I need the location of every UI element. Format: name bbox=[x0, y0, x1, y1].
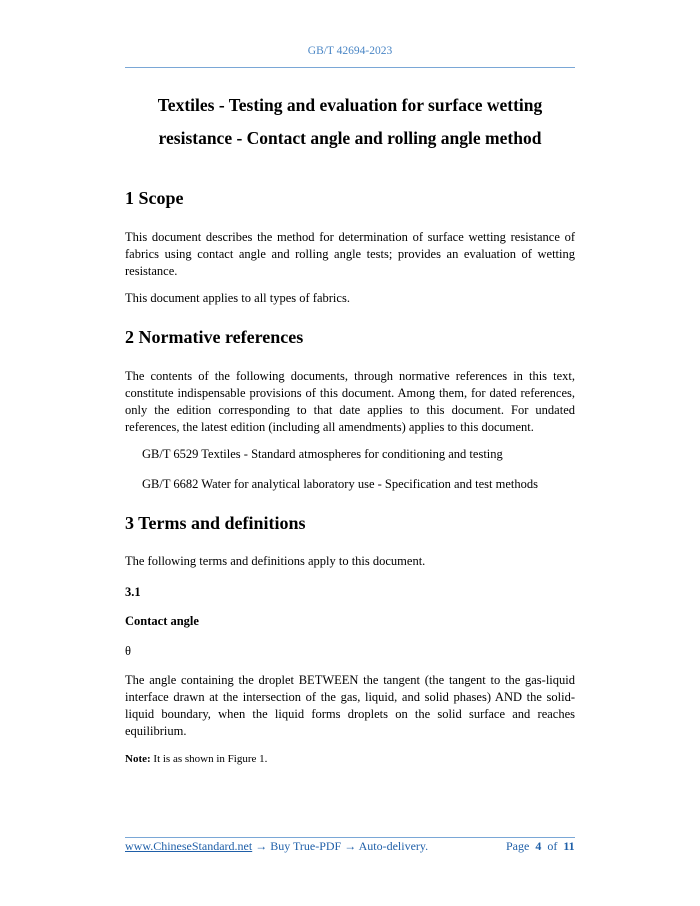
term-note bbox=[125, 753, 267, 765]
website-link[interactable]: www.ChineseStandard.net bbox=[125, 839, 253, 853]
reference-item: GB/T 6529 Textiles - Standard atmospheres for conditioning and testing bbox=[142, 447, 503, 461]
arrow-right-icon: → bbox=[341, 839, 359, 853]
page-total: 11 bbox=[563, 839, 575, 853]
section-heading-terms-definitions: 3 Terms and definitions bbox=[125, 513, 306, 533]
auto-delivery-text: Auto-delivery. bbox=[358, 839, 429, 853]
header-divider bbox=[125, 67, 575, 68]
note-text: It is as shown in Figure 1. bbox=[150, 753, 268, 765]
document-title-line1: Textiles - Testing and evaluation for surface wetting bbox=[157, 95, 543, 115]
note-label: Note: bbox=[125, 753, 151, 765]
normative-references-paragraph: The contents of the following documents, through normative references in this text, constitute indispensable provisions of this document. Among them, for dated references, only the edition corresponding to that date applies to this document. For undated references, the latest edition (including all amendments) applies to this document. bbox=[125, 369, 575, 434]
section-heading-normative-references: 2 Normative references bbox=[125, 327, 304, 347]
document-title-line2: resistance - Contact angle and rolling angle method bbox=[158, 128, 542, 148]
term-symbol: θ bbox=[125, 644, 131, 658]
of-label: of bbox=[547, 839, 558, 853]
footer-divider bbox=[125, 837, 575, 838]
section-heading-scope: 1 Scope bbox=[125, 188, 184, 208]
buy-pdf-link[interactable]: Buy True-PDF bbox=[270, 839, 342, 853]
term-name: Contact angle bbox=[125, 614, 199, 628]
term-number: 3.1 bbox=[125, 585, 141, 599]
scope-paragraph-2: This document applies to all types of fabrics. bbox=[125, 291, 350, 305]
arrow-right-icon: → bbox=[252, 839, 271, 853]
reference-item: GB/T 6682 Water for analytical laboratory use - Specification and test methods bbox=[142, 477, 538, 491]
page-label: Page bbox=[506, 839, 530, 853]
scope-paragraph-1: This document describes the method for determination of surface wetting resistance of fabrics using contact angle and rolling angle tests; provides an evaluation of wetting resistance. bbox=[125, 230, 575, 278]
terms-intro: The following terms and definitions apply to this document. bbox=[125, 554, 426, 568]
page-number: 4 bbox=[535, 839, 542, 853]
page-indicator bbox=[506, 839, 575, 854]
header-standard-code: GB/T 42694-2023 bbox=[307, 45, 393, 57]
footer-links bbox=[125, 839, 428, 854]
term-definition: The angle containing the droplet BETWEEN the tangent (the tangent to the gas-liquid interface drawn at the intersection of the gas, liquid, and solid phases) AND the solid-liquid boundary, when the liquid forms droplets on the solid surface and reaches equilibrium. bbox=[125, 673, 575, 738]
